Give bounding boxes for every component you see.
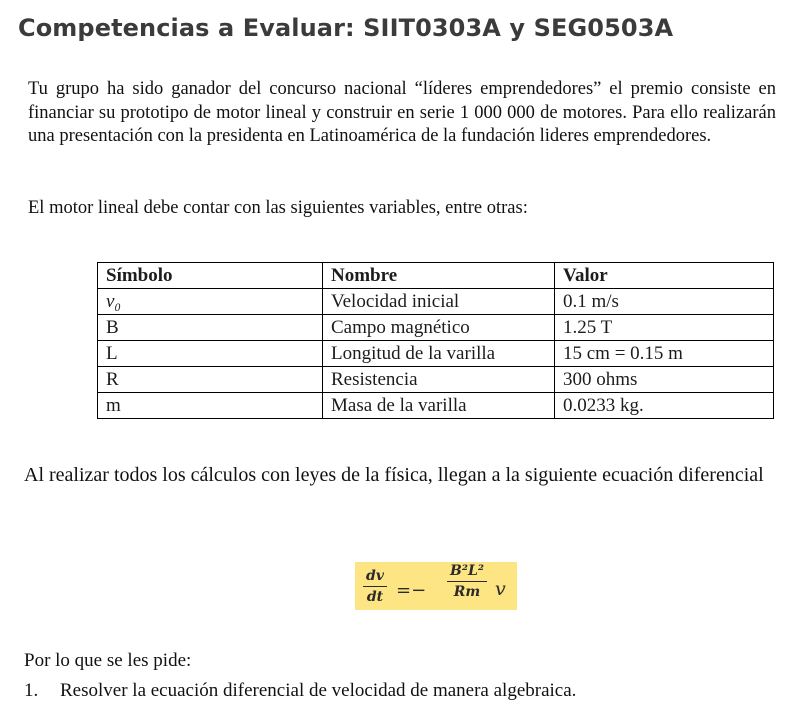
task-item-text: Resolver la ecuación diferencial de velocidad de manera algebraica. [60, 680, 577, 701]
lhs-fraction [363, 568, 387, 605]
page-title: Competencias a Evaluar: SIIT0303A y SEG0503A [18, 14, 674, 42]
column-header-value: Valor [555, 263, 774, 289]
task-prompt: Por lo que se les pide: [24, 650, 192, 671]
velocity-variable: v [495, 578, 506, 600]
fraction-bar [363, 586, 387, 587]
name-cell: Resistencia [323, 367, 555, 393]
value-cell: 15 cm = 0.15 m [555, 341, 774, 367]
name-cell: Masa de la varilla [323, 393, 555, 419]
column-header-name: Nombre [323, 263, 555, 289]
name-cell: Longitud de la varilla [323, 341, 555, 367]
table-row [98, 315, 774, 341]
name-cell: Campo magnético [323, 315, 555, 341]
name-cell: Velocidad inicial [323, 289, 555, 315]
value-cell: 0.1 m/s [555, 289, 774, 315]
equation-operator: =− [396, 580, 427, 601]
value-cell: 1.25 T [555, 315, 774, 341]
symbol-cell: R [98, 367, 323, 393]
fraction-bar [447, 581, 487, 582]
table-row [98, 341, 774, 367]
rhs-fraction [447, 563, 487, 600]
differential-paragraph: Al realizar todos los cálculos con leyes de la física, llegan a la siguiente ecuación diferencial [24, 464, 764, 486]
variables-intro-paragraph: El motor lineal debe contar con las siguientes variables, entre otras: [28, 198, 528, 218]
rhs-numerator: B²L² [450, 563, 484, 579]
lhs-denominator: dt [366, 589, 384, 605]
column-header-symbol: Símbolo [98, 263, 323, 289]
table-header-row [98, 263, 774, 289]
symbol-cell: m [98, 393, 323, 419]
table-row [98, 393, 774, 419]
variables-table [97, 262, 774, 419]
task-item-number: 1. [24, 680, 39, 701]
lhs-numerator: dv [366, 568, 384, 584]
rhs-denominator: Rm [453, 584, 481, 600]
value-cell: 0.0233 kg. [555, 393, 774, 419]
symbol-cell: B [98, 315, 323, 341]
table-row [98, 367, 774, 393]
symbol-cell: v₀ [98, 289, 323, 315]
differential-equation [355, 562, 517, 610]
task-item [24, 680, 576, 702]
value-cell: 300 ohms [555, 367, 774, 393]
symbol-cell: L [98, 341, 323, 367]
intro-paragraph: Tu grupo ha sido ganador del concurso nacional “líderes emprendedores” el premio consiste en financiar su prototipo de motor lineal y construir en serie 1 000 000 de motores. Para ello realizarán una presentación con la presidenta en Latinoamérica de la fundación lideres emprendedores. [28, 79, 776, 146]
table-row [98, 289, 774, 315]
